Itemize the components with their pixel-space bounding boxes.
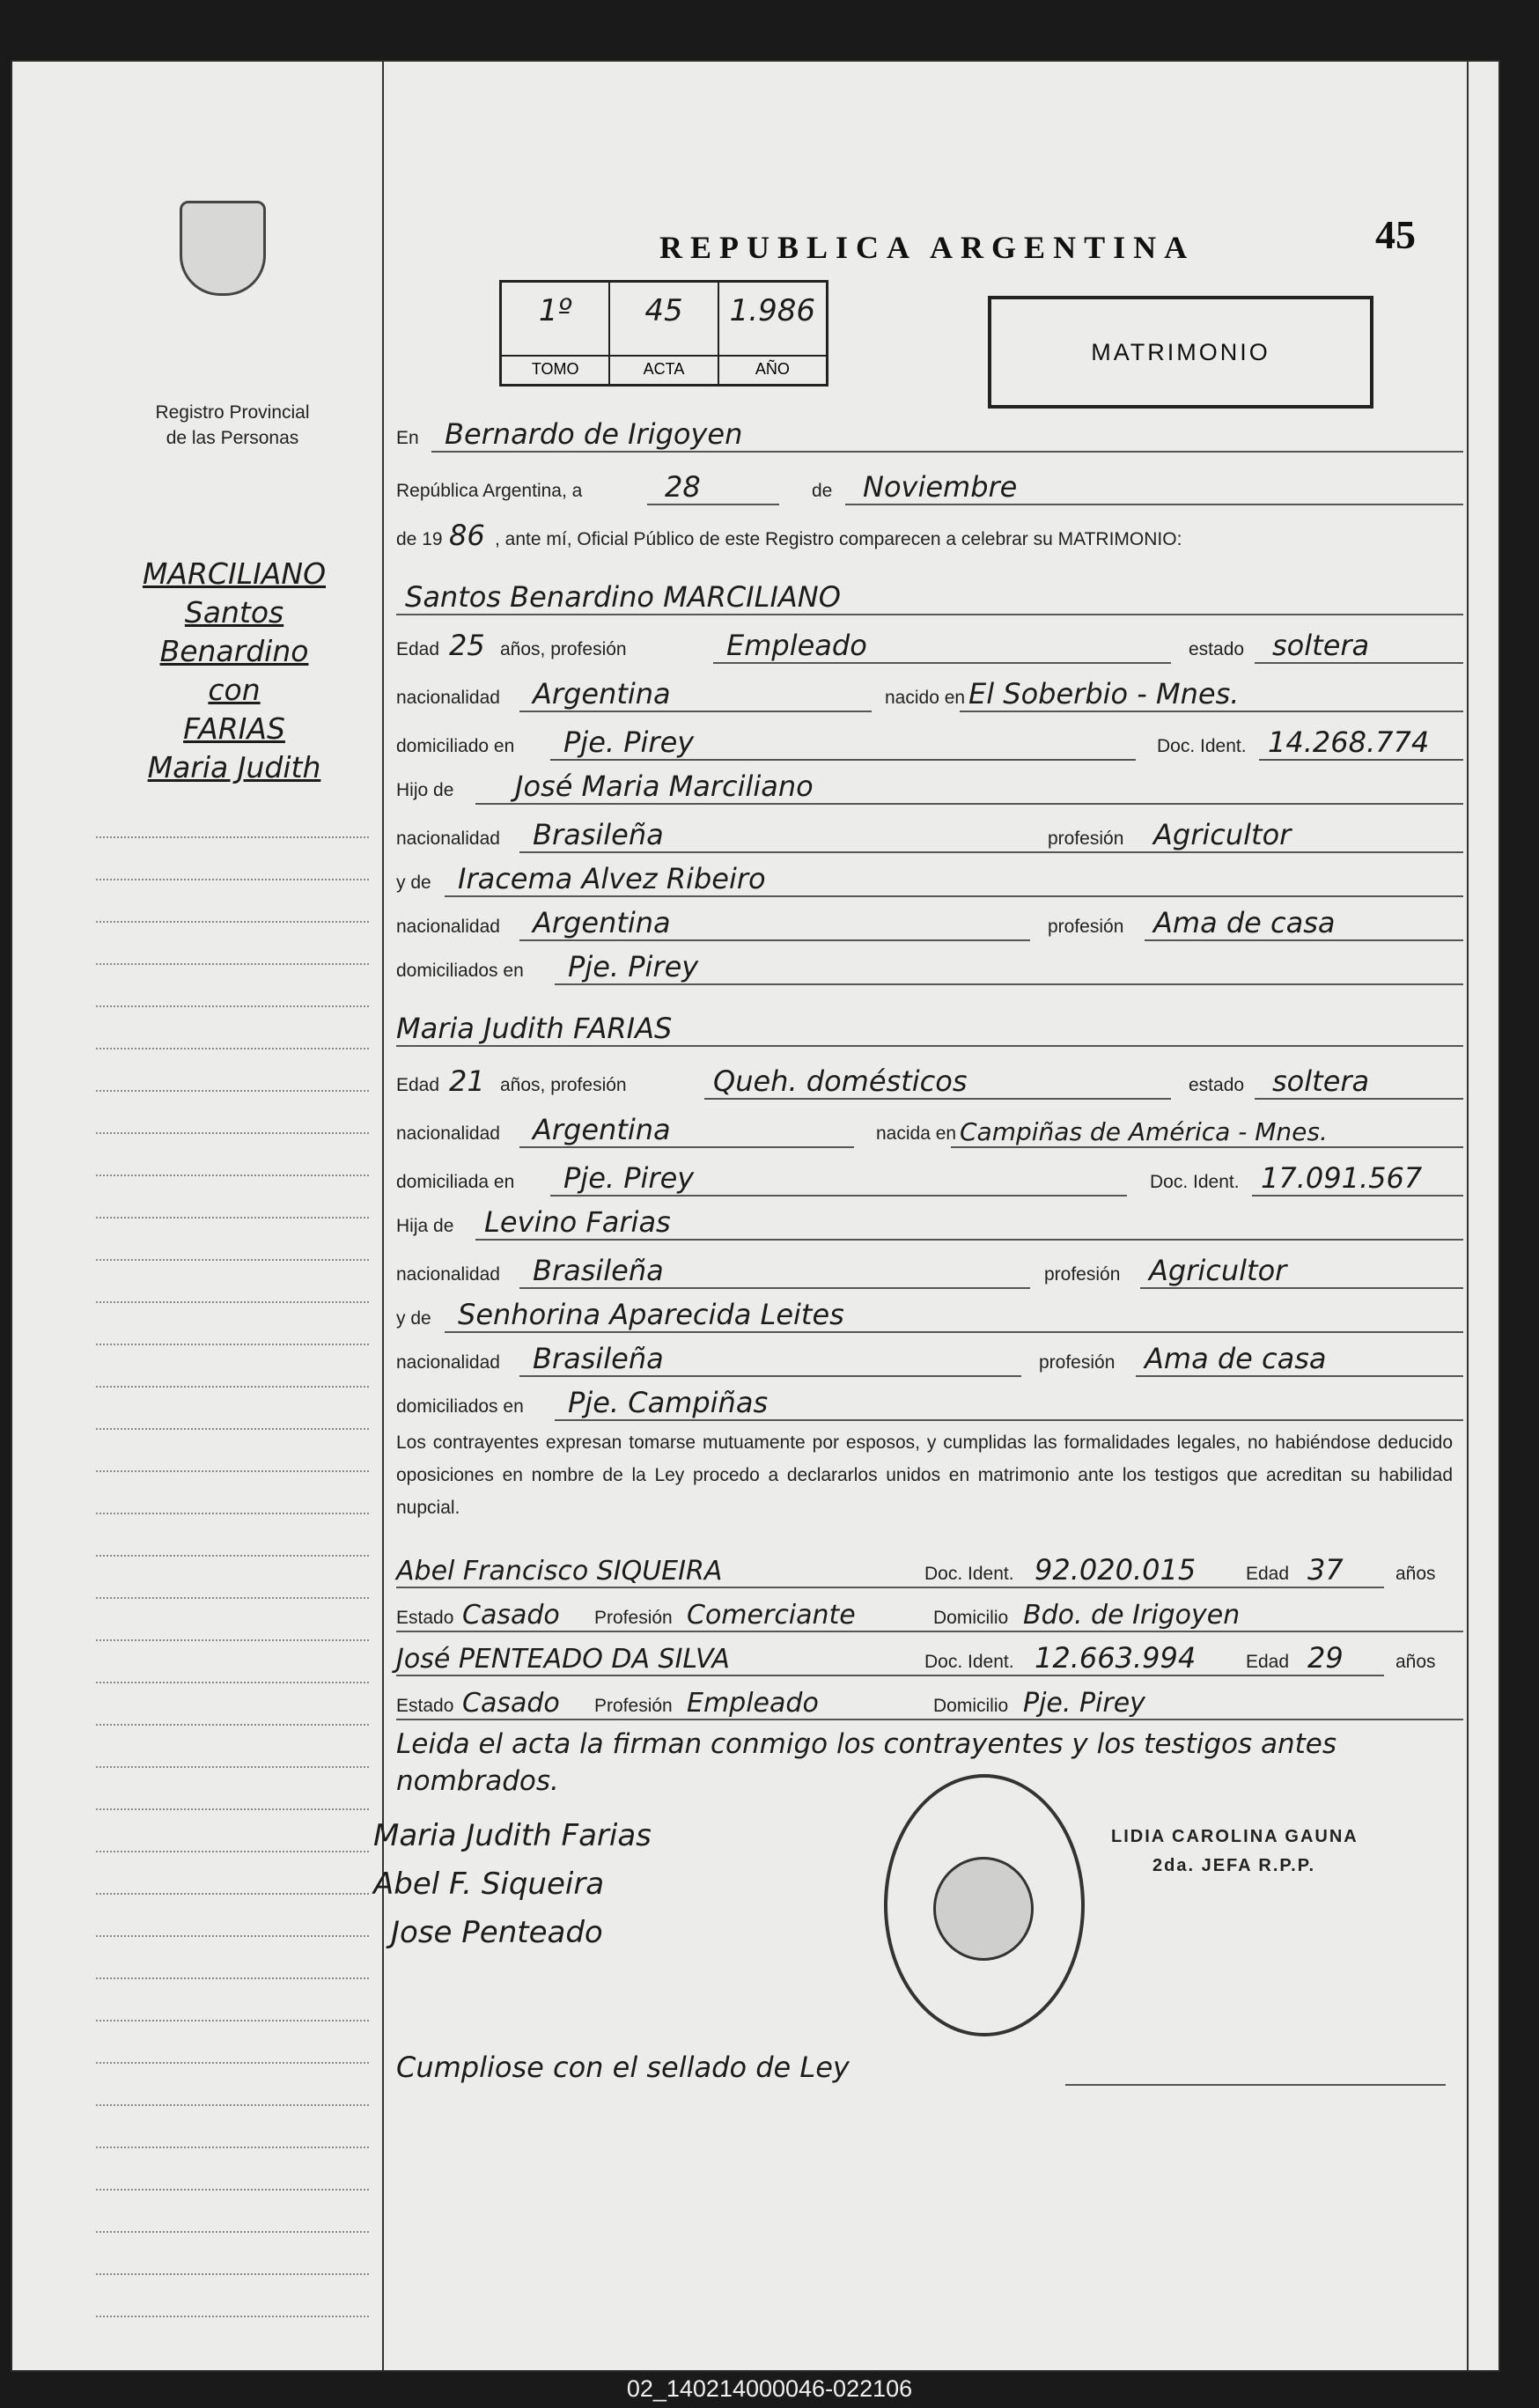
margin-dotted-line [96,1005,369,1007]
margin-dotted-line [96,2316,369,2317]
witness-2-name: José PENTEADO DA SILVA [396,1644,730,1675]
groom-mother-profession: Ama de casa [1153,906,1336,939]
bride-doc: 17.091.567 [1261,1161,1423,1195]
margin-dotted-line [96,1386,369,1388]
page-title: REPUBLICA ARGENTINA [659,230,1196,265]
row-groom-mother: y de Iracema Alvez Ribeiro [396,858,1463,902]
row-groom-name [396,568,1463,621]
row-groom-father: Hijo de José Maria Marciliano [396,766,1463,810]
margin-dotted-line [96,1259,369,1261]
margin-dotted-line [96,1682,369,1683]
official-name: LIDIA CAROLINA GAUNA [1111,1827,1359,1846]
registry-label: Registro Provincial de las Personas [155,402,310,448]
row-date: República Argentina, a 28 de Noviembre [396,467,1463,511]
margin-dotted-line [96,921,369,923]
declaration-text: Los contrayentes expresan tomarse mutuamente por esposos, y cumplidas las formalidades legales, no habiéndose deducido oposiciones en nombre de la Ley procedo a declararlos unidos en matrimonio ante los testigos que acreditan su habilidad nupcial. [396,1432,1453,1518]
groom-age: 25 [449,629,485,662]
register-page [11,60,1500,2372]
margin-name-line: MARCILIANO [142,556,327,591]
row-witness-1-details: Estado Casado Profesión Comerciante Domicilio Bdo. de Irigoyen [396,1594,1463,1638]
groom-status: soltera [1272,629,1370,662]
bride-nationality: Argentina [533,1113,671,1146]
row-bride-father: Hija de Levino Farias [396,1202,1463,1246]
bride-father-nationality: Brasileña [533,1254,664,1287]
margin-dotted-line [96,2231,369,2233]
document-type-box: MATRIMONIO [988,296,1373,409]
witness-1-profession: Comerciante [687,1600,856,1631]
province-seal-icon [180,201,266,296]
row-groom-domicile: domiciliado en Pje. Pirey Doc. Ident. 14.268.774 [396,722,1463,766]
witness-1-doc: 92.020.015 [1035,1553,1197,1587]
margin-dotted-line [96,1217,369,1219]
groom-father-nationality: Brasileña [533,818,664,851]
witness-1-age: 37 [1307,1553,1344,1587]
row-sellado [396,2038,1463,2091]
anio-value: 1.986 [729,293,815,328]
groom-mother: Iracema Alvez Ribeiro [458,862,766,895]
row-bride-mother-nat: nacionalidad Brasileña profesión Ama de casa [396,1338,1463,1382]
footer-id: 02_140214000046-022106 [626,2375,913,2402]
margin-dotted-line [96,1428,369,1430]
binding-edge [1467,62,1469,2370]
margin-dotted-line [96,2104,369,2106]
margin-name-line: FARIAS [183,711,285,746]
margin-dotted-line [96,1639,369,1641]
witness-2-domicile: Pje. Pirey [1023,1688,1145,1719]
bride-age: 21 [449,1064,485,1098]
anio-label: AÑO [719,355,826,379]
margin-dotted-line [96,1597,369,1599]
groom-father-profession: Agricultor [1153,818,1292,851]
groom-nationality: Argentina [533,677,671,711]
margin-name-line: Benardino [159,634,309,668]
row-closing [396,1726,1463,1805]
row-bride-mother: y de Senhorina Aparecida Leites [396,1294,1463,1338]
row-witness-1-name: Abel Francisco SIQUEIRA Doc. Ident. 92.020.015 Edad 37 años [396,1553,1436,1587]
signature-bride: Maria Judith Farias [373,1818,652,1853]
row-groom-nationality: nacionalidad Argentina nacido en El Soberbio - Mnes. [396,674,1463,718]
margin-dotted-line [96,1090,369,1092]
bride-status: soltera [1272,1064,1370,1098]
margin-dotted-line [96,1935,369,1937]
closing-text: Leida el acta la firman conmigo los contrayentes y los testigos antes nombrados. [396,1728,1337,1797]
groom-birthplace: El Soberbio - Mnes. [968,677,1240,711]
witness-1-name: Abel Francisco SIQUEIRA [396,1556,723,1587]
witness-2-status: Casado [462,1688,560,1719]
witness-1-domicile: Bdo. de Irigoyen [1023,1600,1241,1631]
row-groom-parents-dom: domiciliados en Pje. Pirey [396,946,1463,990]
sellado-text: Cumpliose con el sellado de Ley [396,2051,850,2084]
margin-names [93,555,375,787]
stamp-emblem-icon [933,1857,1034,1961]
official-title: 2da. JEFA R.P.P. [1152,1856,1316,1875]
tomo-label: TOMO [502,355,608,379]
margin-dotted-line [96,1724,369,1726]
witness-2-age: 29 [1307,1641,1344,1675]
margin-dotted-line [96,2020,369,2021]
margin-dotted-line [96,879,369,880]
bride-name: Maria Judith FARIAS [396,1012,673,1045]
row-place: En Bernardo de Irigoyen [396,414,1463,458]
row-bride-nationality: nacionalidad Argentina nacida en Campiñas de América - Mnes. [396,1109,1463,1153]
witness-2-profession: Empleado [687,1688,819,1719]
row-witness-2-name: José PENTEADO DA SILVA Doc. Ident. 12.663.994 Edad 29 años [396,1641,1436,1675]
margin-dotted-line [96,1513,369,1514]
row-bride-domicile: domiciliada en Pje. Pirey Doc. Ident. 17.091.567 [396,1158,1463,1202]
margin-dotted-line [96,1175,369,1176]
margin-dotted-line [96,1555,369,1557]
witness-1-status: Casado [462,1600,560,1631]
groom-domicile: Pje. Pirey [563,725,695,759]
margin-dotted-line [96,1851,369,1852]
row-groom-father-nat: nacionalidad Brasileña profesión Agricultor [396,814,1463,858]
margin-dotted-line [96,963,369,965]
margin-dotted-line [96,836,369,838]
bride-domicile: Pje. Pirey [563,1161,695,1195]
groom-mother-nationality: Argentina [533,906,671,939]
signature-witness-1: Abel F. Siqueira [373,1867,605,1902]
signature-witness-2: Jose Penteado [391,1915,603,1950]
day-value: 28 [665,470,701,504]
bride-parents-domicile: Pje. Campiñas [568,1386,769,1419]
margin-dotted-line [96,1132,369,1134]
margin-name-line: Santos [184,595,284,630]
row-bride-name [396,999,1463,1052]
bride-father-profession: Agricultor [1149,1254,1287,1287]
tomo-acta-box [499,280,828,387]
groom-doc: 14.268.774 [1268,725,1430,759]
row-witness-2-details: Estado Casado Profesión Empleado Domicilio Pje. Pirey [396,1682,1463,1726]
acta-value: 45 [644,293,683,328]
margin-name-line: Maria Judith [147,750,321,784]
bride-birthplace: Campiñas de América - Mnes. [960,1117,1328,1146]
bride-mother-profession: Ama de casa [1145,1342,1327,1375]
margin-dotted-line [96,1470,369,1472]
margin-dotted-line [96,1808,369,1810]
row-groom-age: Edad 25 años, profesión Empleado estado soltera [396,625,1463,669]
registry-stamp [884,1774,1085,2036]
groom-name: Santos Benardino MARCILIANO [405,580,841,614]
margin-dotted-line [96,2273,369,2275]
year-value: 86 [449,519,485,552]
page-number: 45 [1375,212,1416,257]
groom-parents-domicile: Pje. Pirey [568,950,699,983]
margin-dotted-line [96,1977,369,1979]
margin-dotted-line [96,2147,369,2148]
acta-label: ACTA [610,355,717,379]
margin-dotted-line [96,1893,369,1895]
margin-divider [382,62,384,2370]
row-groom-mother-nat: nacionalidad Argentina profesión Ama de casa [396,902,1463,946]
witness-2-doc: 12.663.994 [1035,1641,1197,1675]
margin-dotted-line [96,1301,369,1303]
bride-mother: Senhorina Aparecida Leites [458,1298,844,1331]
margin-dotted-line [96,1048,369,1049]
bride-father: Levino Farias [484,1205,671,1239]
row-bride-parents-dom: domiciliados en Pje. Campiñas [396,1382,1463,1426]
row-bride-age: Edad 21 años, profesión Queh. domésticos estado soltera [396,1061,1463,1105]
bride-mother-nationality: Brasileña [533,1342,664,1375]
row-year: de 19 86 , ante mí, Oficial Público de este Registro comparecen a celebrar su MATRIMONIO: [396,519,1182,552]
groom-profession: Empleado [726,629,867,662]
place-value: Bernardo de Irigoyen [445,417,743,451]
bride-profession: Queh. domésticos [713,1064,968,1098]
margin-dotted-line [96,1344,369,1345]
groom-father: José Maria Marciliano [515,770,814,803]
margin-dotted-line [96,2062,369,2064]
tomo-value: 1º [538,293,572,328]
margin-dotted-line [96,1766,369,1768]
margin-dotted-line [96,2189,369,2191]
row-bride-father-nat: nacionalidad Brasileña profesión Agricultor [396,1250,1463,1294]
month-value: Noviembre [863,470,1018,504]
margin-name-line: con [208,673,261,707]
